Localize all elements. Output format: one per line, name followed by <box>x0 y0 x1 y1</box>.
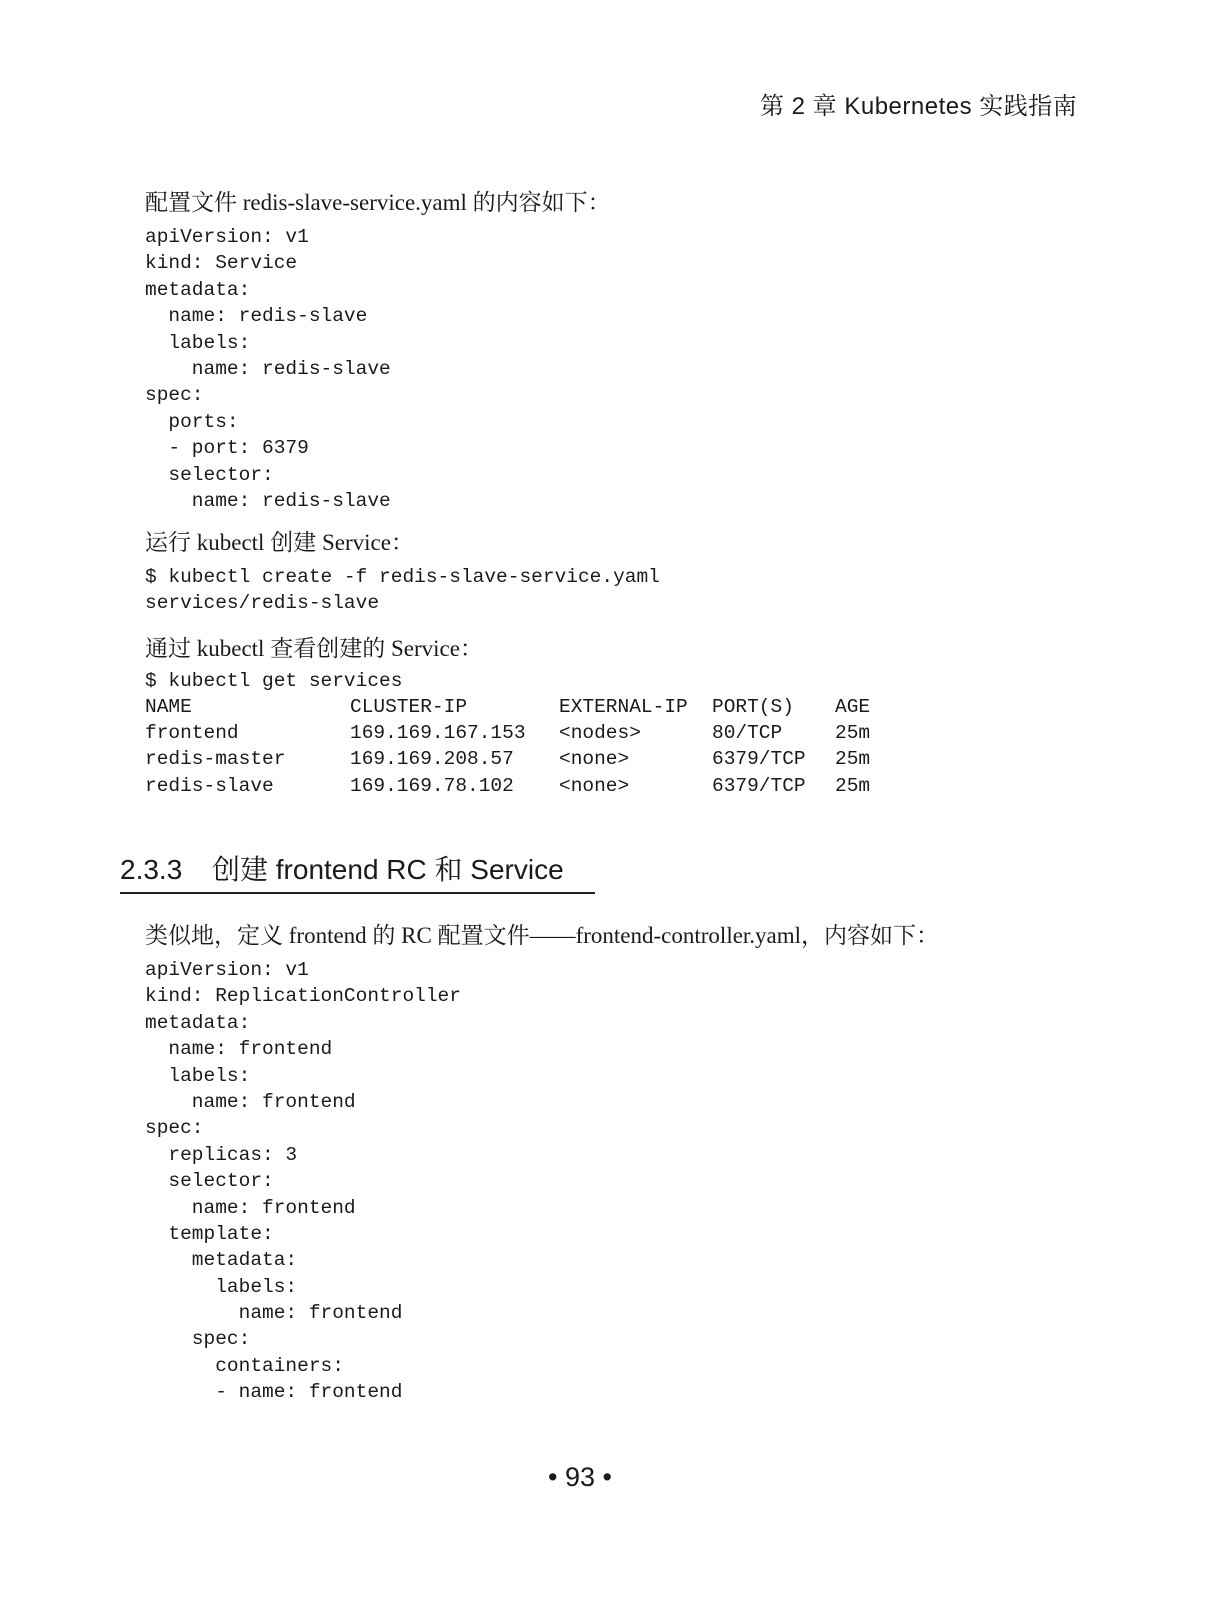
table-cell: 6379/TCP <box>712 774 806 797</box>
intro-redis-slave-service: 配置文件 redis-slave-service.yaml 的内容如下： <box>145 190 611 215</box>
code-line: spec: <box>145 1117 204 1140</box>
services-table <box>145 694 871 799</box>
code-line: - name: frontend <box>145 1381 403 1404</box>
code-line: metadata: <box>145 1011 251 1034</box>
code-line: name: frontend <box>145 1196 356 1219</box>
table-cell: 25m <box>835 774 871 797</box>
code-line: spec: <box>145 384 204 407</box>
code-line: kind: Service <box>145 252 298 275</box>
code-line: name: redis-slave <box>145 305 368 328</box>
frontend-controller-yaml <box>145 957 461 1406</box>
table-cell: 25m <box>835 748 871 771</box>
table-cell: 169.169.208.57 <box>350 748 514 771</box>
code-line: template: <box>145 1222 274 1245</box>
table-cell: 80/TCP <box>712 722 783 745</box>
code-line: containers: <box>145 1354 344 1377</box>
code-line: name: frontend <box>145 1038 333 1061</box>
table-cell: frontend <box>145 722 239 745</box>
code-line: - port: 6379 <box>145 437 309 460</box>
redis-slave-service-yaml <box>145 224 391 514</box>
code-line: replicas: 3 <box>145 1143 298 1166</box>
get-services-command <box>145 668 402 694</box>
column-header-external-ip: EXTERNAL-IP <box>559 696 688 718</box>
code-line: name: redis-slave <box>145 357 391 380</box>
table-cell: 169.169.167.153 <box>350 722 526 745</box>
section-title: 创建 frontend RC 和 Service <box>212 854 564 885</box>
code-line: name: frontend <box>145 1302 403 1325</box>
code-line: ports: <box>145 410 239 433</box>
section-number: 2.3.3 <box>120 854 183 885</box>
code-line: name: redis-slave <box>145 489 391 512</box>
table-cell: 25m <box>835 722 871 745</box>
column-header-cluster-ip: CLUSTER-IP <box>350 696 468 718</box>
code-line: services/redis-slave <box>145 592 380 615</box>
code-line: selector: <box>145 1170 274 1193</box>
table-cell: <none> <box>559 748 630 771</box>
code-line: spec: <box>145 1328 251 1351</box>
table-row <box>145 773 871 799</box>
table-cell: redis-slave <box>145 774 274 797</box>
table-cell: redis-master <box>145 748 286 771</box>
column-header-ports: PORT(S) <box>712 696 794 718</box>
code-line: kind: ReplicationController <box>145 985 461 1008</box>
column-header-name: NAME <box>145 696 192 718</box>
table-cell: <nodes> <box>559 722 641 745</box>
code-line: $ kubectl create -f redis-slave-service.yaml <box>145 566 660 588</box>
intro-get-services: 通过 kubectl 查看创建的 Service： <box>145 636 483 661</box>
section-heading <box>120 848 595 894</box>
code-line: $ kubectl get services <box>145 670 403 692</box>
table-cell: <none> <box>559 774 630 797</box>
table-row <box>145 746 871 772</box>
create-service-output <box>145 564 660 617</box>
running-header: 第 2 章 Kubernetes 实践指南 <box>760 93 1078 120</box>
column-header-age: AGE <box>835 696 871 718</box>
table-cell: 6379/TCP <box>712 748 806 771</box>
table-row <box>145 720 871 746</box>
code-line: labels: <box>145 1064 251 1087</box>
code-line: labels: <box>145 1275 298 1298</box>
table-header-row <box>145 694 871 720</box>
code-line: metadata: <box>145 1249 298 1272</box>
code-line: name: frontend <box>145 1090 356 1113</box>
code-line: apiVersion: v1 <box>145 959 309 981</box>
code-line: labels: <box>145 331 251 354</box>
table-cell: 169.169.78.102 <box>350 774 514 797</box>
code-line: metadata: <box>145 278 251 301</box>
intro-create-service: 运行 kubectl 创建 Service： <box>145 530 414 555</box>
code-line: selector: <box>145 463 274 486</box>
intro-frontend-rc: 类似地，定义 frontend 的 RC 配置文件——frontend-controller.yaml，内容如下： <box>145 923 940 948</box>
page-number: • 93 • <box>548 1462 612 1492</box>
code-line: apiVersion: v1 <box>145 226 309 248</box>
